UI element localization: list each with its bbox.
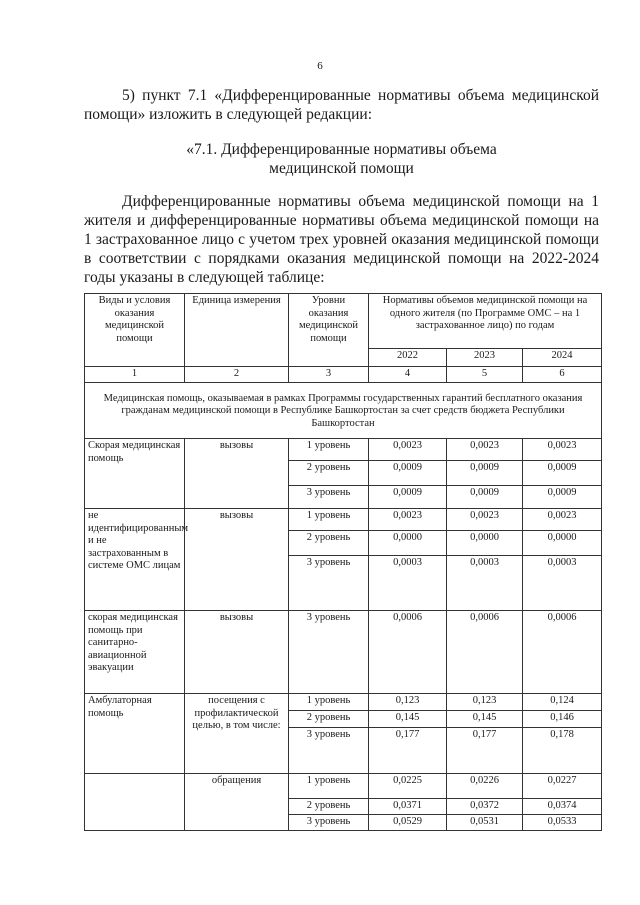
value-2024: 0,0227 [523, 774, 602, 799]
table-row [85, 694, 602, 711]
section-title-line2: медицинской помощи [269, 160, 414, 177]
table-row [85, 611, 602, 694]
row-level: 3 уровень [289, 815, 369, 831]
column-number: 4 [369, 367, 447, 383]
table-row [85, 774, 602, 799]
value-2022: 0,0371 [369, 799, 447, 815]
value-2023: 0,0531 [447, 815, 523, 831]
value-2024: 0,0023 [523, 509, 602, 531]
row-unit: вызовы [185, 509, 289, 611]
row-unit: обращения [185, 774, 289, 831]
row-level: 1 уровень [289, 694, 369, 711]
header-year-2022: 2022 [369, 349, 447, 367]
row-kind: не идентифицированным и не застрахованным в системе ОМС лицам [85, 509, 185, 611]
value-2023: 0,0023 [447, 509, 523, 531]
value-2022: 0,0006 [369, 611, 447, 694]
intro-text: 5) пункт 7.1 «Дифференцированные нормативы объема медицинской помощи» изложить в следующей редакции: [84, 87, 599, 123]
header-kind: Виды и условия оказания медицинской помощи [85, 294, 185, 367]
value-2022: 0,0000 [369, 531, 447, 556]
row-unit: вызовы [185, 611, 289, 694]
row-unit: посещения с профилактической целью, в том числе: [185, 694, 289, 774]
section-title [84, 140, 599, 178]
value-2023: 0,0000 [447, 531, 523, 556]
section-heading: Медицинская помощь, оказываемая в рамках Программы государственных гарантий бесплатного оказания гражданам медицинской помощи в Республике Башкортостан за счет средств бюджета Республики Башкортостан [85, 382, 602, 439]
value-2022: 0,145 [369, 711, 447, 728]
row-level: 1 уровень [289, 509, 369, 531]
row-level: 1 уровень [289, 439, 369, 461]
value-2024: 0,0374 [523, 799, 602, 815]
row-level: 2 уровень [289, 711, 369, 728]
row-level: 3 уровень [289, 611, 369, 694]
section-title-line1: «7.1. Дифференцированные нормативы объема [186, 141, 497, 158]
value-2022: 0,0009 [369, 486, 447, 509]
column-number: 6 [523, 367, 602, 383]
row-kind [85, 774, 185, 831]
value-2024: 0,0006 [523, 611, 602, 694]
value-2023: 0,177 [447, 728, 523, 774]
value-2023: 0,0226 [447, 774, 523, 799]
value-2023: 0,0023 [447, 439, 523, 461]
row-unit: вызовы [185, 439, 289, 509]
row-kind: скорая медицинская помощь при санитарно-авиационной эвакуации [85, 611, 185, 694]
header-level: Уровни оказания медицинской помощи [289, 294, 369, 367]
table-header-row [85, 294, 602, 349]
value-2024: 0,146 [523, 711, 602, 728]
value-2024: 0,0009 [523, 486, 602, 509]
row-kind: Амбулаторная помощь [85, 694, 185, 774]
column-number: 5 [447, 367, 523, 383]
value-2023: 0,123 [447, 694, 523, 711]
value-2023: 0,0009 [447, 486, 523, 509]
value-2022: 0,0225 [369, 774, 447, 799]
value-2022: 0,0023 [369, 509, 447, 531]
value-2022: 0,177 [369, 728, 447, 774]
table-row [85, 439, 602, 461]
value-2022: 0,0003 [369, 556, 447, 611]
body-text: Дифференцированные нормативы объема медицинской помощи на 1 жителя и дифференцированные нормативы объема медицинской помощи на 1 застрахованное лицо с учетом трех уровней оказания медицинской помощи в соответствии с порядками оказания медицинской помощи на 2022-2024 годы указаны в следующей таблице: [84, 193, 599, 286]
section-row [85, 382, 602, 439]
row-level: 3 уровень [289, 556, 369, 611]
value-2024: 0,178 [523, 728, 602, 774]
column-number: 3 [289, 367, 369, 383]
column-number: 1 [85, 367, 185, 383]
value-2024: 0,0003 [523, 556, 602, 611]
value-2023: 0,145 [447, 711, 523, 728]
row-level: 1 уровень [289, 774, 369, 799]
value-2024: 0,124 [523, 694, 602, 711]
body-paragraph [84, 192, 599, 287]
header-unit: Единица измерения [185, 294, 289, 367]
row-level: 3 уровень [289, 486, 369, 509]
table-row [85, 509, 602, 531]
row-level: 2 уровень [289, 531, 369, 556]
column-number-row [85, 367, 602, 383]
row-level: 3 уровень [289, 728, 369, 774]
value-2024: 0,0533 [523, 815, 602, 831]
value-2023: 0,0372 [447, 799, 523, 815]
page-number: 6 [317, 60, 323, 72]
value-2024: 0,0009 [523, 461, 602, 486]
value-2023: 0,0003 [447, 556, 523, 611]
row-kind: Скорая медицинская помощь [85, 439, 185, 509]
value-2024: 0,0023 [523, 439, 602, 461]
row-level: 2 уровень [289, 799, 369, 815]
value-2023: 0,0009 [447, 461, 523, 486]
row-level: 2 уровень [289, 461, 369, 486]
header-year-2023: 2023 [447, 349, 523, 367]
value-2024: 0,0000 [523, 531, 602, 556]
norms-table [84, 293, 602, 831]
value-2023: 0,0006 [447, 611, 523, 694]
intro-paragraph [84, 86, 599, 124]
value-2022: 0,0009 [369, 461, 447, 486]
column-number: 2 [185, 367, 289, 383]
value-2022: 0,123 [369, 694, 447, 711]
header-norms: Нормативы объемов медицинской помощи на одного жителя (по Программе ОМС – на 1 застрахованное лицо) по годам [369, 294, 602, 349]
value-2022: 0,0023 [369, 439, 447, 461]
value-2022: 0,0529 [369, 815, 447, 831]
header-year-2024: 2024 [523, 349, 602, 367]
